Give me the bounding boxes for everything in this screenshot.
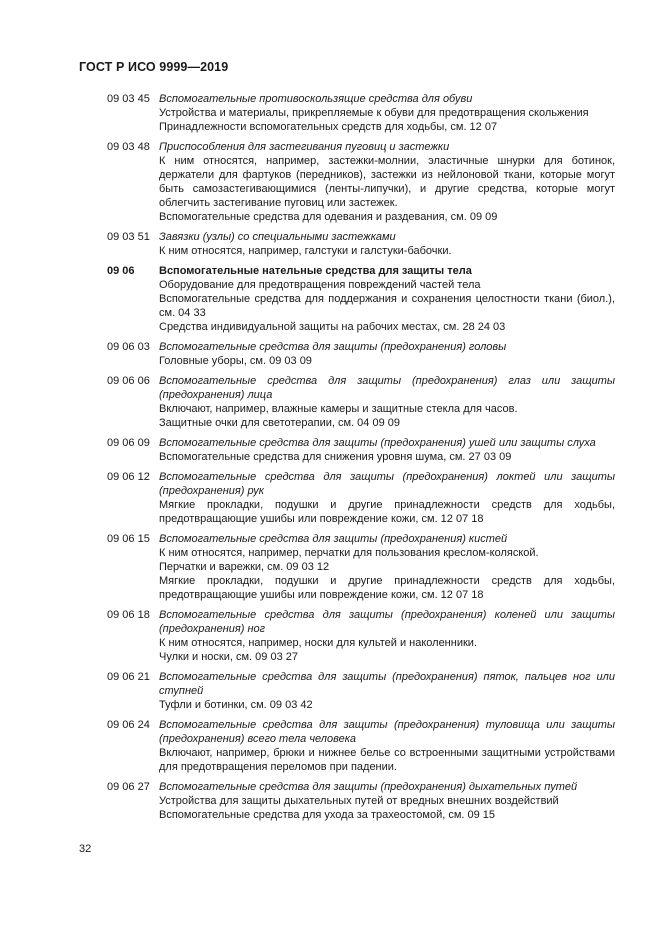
entry-text-line: Мягкие прокладки, подушки и другие принадлежности средств для ходьбы, предотвращающие ушибы или повреждение кожи, см. 12 07 18 bbox=[159, 575, 615, 601]
entry-body bbox=[159, 340, 615, 368]
entry-text-line: Защитные очки для светотерапии, см. 04 09 09 bbox=[159, 417, 401, 429]
entry-body bbox=[159, 374, 615, 430]
classification-entry bbox=[107, 470, 615, 526]
entry-text-line: К ним относятся, например, галстуки и галстуки-бабочки. bbox=[159, 245, 452, 257]
entry-text-line: Вспомогательные средства для ухода за трахеостомой, см. 09 15 bbox=[159, 809, 496, 821]
entry-title: Вспомогательные средства для защиты (предохранения) туловища или защиты (предохранения) всего тела человека bbox=[159, 719, 615, 745]
classification-entry bbox=[107, 670, 615, 712]
entry-title: Приспособления для застегивания пуговиц и застежки bbox=[159, 141, 450, 153]
page-number: 32 bbox=[79, 843, 92, 855]
classification-entry bbox=[107, 532, 615, 602]
entry-title: Вспомогательные нательные средства для защиты тела bbox=[159, 265, 472, 277]
entry-title: Вспомогательные средства для защиты (предохранения) коленей или защиты (предохранения) ног bbox=[159, 609, 615, 635]
entry-title: Вспомогательные средства для защиты (предохранения) пяток, пальцев ног или ступней bbox=[159, 671, 615, 697]
entry-text-line: К ним относятся, например, носки для культей и наколенники. bbox=[159, 637, 477, 649]
entry-code: 09 06 03 bbox=[107, 341, 150, 353]
classification-entry bbox=[107, 230, 615, 258]
entry-text-line: Включают, например, влажные камеры и защитные стекла для часов. bbox=[159, 403, 518, 415]
classification-entry bbox=[107, 140, 615, 224]
entry-text-line: К ним относятся, например, застежки-молнии, эластичные шнурки для ботинок, держатели для фартуков (передников), застежки из нейлоновой ткани, которые могут быть самозастегивающимися (ленты-липучки), и другие средства, которые могут облегчить застегивание пуговиц или застежек. bbox=[159, 155, 615, 209]
classification-entry bbox=[107, 718, 615, 774]
entry-title: Вспомогательные средства для защиты (предохранения) кистей bbox=[159, 533, 508, 545]
entry-title: Вспомогательные средства для защиты (предохранения) дыхательных путей bbox=[159, 781, 578, 793]
entry-text-line: Устройства для защиты дыхательных путей от вредных внешних воздействий bbox=[159, 795, 559, 807]
entry-text-line: Головные уборы, см. 09 03 09 bbox=[159, 355, 312, 367]
entry-body bbox=[159, 470, 615, 526]
entry-code: 09 06 24 bbox=[107, 719, 150, 731]
entry-body bbox=[159, 230, 615, 258]
entry-code: 09 03 45 bbox=[107, 93, 150, 105]
entry-text-line: Туфли и ботинки, см. 09 03 42 bbox=[159, 699, 313, 711]
entry-title: Вспомогательные противоскользящие средства для обуви bbox=[159, 93, 473, 105]
entry-text-line: Принадлежности вспомогательных средств для ходьбы, см. 12 07 bbox=[159, 121, 498, 133]
entry-text-line: Включают, например, брюки и нижнее белье со встроенными защитными устройствами для предотвращения переломов при падении. bbox=[159, 747, 615, 773]
classification-entry bbox=[107, 92, 615, 134]
entry-title: Вспомогательные средства для защиты (предохранения) локтей или защиты (предохранения) рук bbox=[159, 471, 615, 497]
entry-code: 09 06 09 bbox=[107, 437, 150, 449]
entry-body bbox=[159, 532, 615, 602]
entry-title: Завязки (узлы) со специальными застежками bbox=[159, 231, 396, 243]
classification-entry bbox=[107, 374, 615, 430]
document-header: ГОСТ Р ИСО 9999—2019 bbox=[79, 60, 229, 74]
entry-code: 09 06 12 bbox=[107, 471, 150, 483]
entry-code: 09 06 18 bbox=[107, 609, 150, 621]
entry-body bbox=[159, 780, 615, 822]
entry-text-line: Чулки и носки, см. 09 03 27 bbox=[159, 651, 298, 663]
entry-title: Вспомогательные средства для защиты (предохранения) глаз или защиты (предохранения) лица bbox=[159, 375, 615, 401]
entry-code: 09 03 48 bbox=[107, 141, 150, 153]
entry-text-line: Мягкие прокладки, подушки и другие принадлежности средств для ходьбы, предотвращающие ушибы или повреждение кожи, см. 12 07 18 bbox=[159, 499, 615, 525]
entry-text-line: Устройства и материалы, прикрепляемые к обуви для предотвращения скольжения bbox=[159, 107, 589, 119]
classification-entry bbox=[107, 340, 615, 368]
entry-text-line: Перчатки и варежки, см. 09 03 12 bbox=[159, 561, 330, 573]
entry-code: 09 06 bbox=[107, 265, 135, 277]
classification-entry bbox=[107, 780, 615, 822]
entry-text-line: Вспомогательные средства для одевания и раздевания, см. 09 09 bbox=[159, 211, 498, 223]
entry-text-line: Оборудование для предотвращения повреждений частей тела bbox=[159, 279, 481, 291]
entry-code: 09 06 15 bbox=[107, 533, 150, 545]
entry-body bbox=[159, 140, 615, 224]
classification-entry bbox=[107, 264, 615, 334]
entry-body bbox=[159, 264, 615, 334]
entry-body bbox=[159, 670, 615, 712]
entry-text-line: Вспомогательные средства для снижения уровня шума, см. 27 03 09 bbox=[159, 451, 512, 463]
entry-body bbox=[159, 436, 615, 464]
entry-body bbox=[159, 718, 615, 774]
entry-text-line: Средства индивидуальной защиты на рабочих местах, см. 28 24 03 bbox=[159, 321, 506, 333]
classification-list bbox=[107, 92, 615, 828]
entry-title: Вспомогательные средства для защиты (предохранения) ушей или защиты слуха bbox=[159, 437, 596, 449]
entry-code: 09 06 27 bbox=[107, 781, 150, 793]
entry-text-line: Вспомогательные средства для поддержания и сохранения целостности ткани (биол.), см. 04 33 bbox=[159, 293, 615, 319]
classification-entry bbox=[107, 608, 615, 664]
entry-code: 09 03 51 bbox=[107, 231, 150, 243]
entry-text-line: К ним относятся, например, перчатки для пользования креслом-коляской. bbox=[159, 547, 539, 559]
entry-code: 09 06 06 bbox=[107, 375, 150, 387]
entry-body bbox=[159, 92, 615, 134]
entry-code: 09 06 21 bbox=[107, 671, 150, 683]
entry-body bbox=[159, 608, 615, 664]
classification-entry bbox=[107, 436, 615, 464]
entry-title: Вспомогательные средства для защиты (предохранения) головы bbox=[159, 341, 507, 353]
